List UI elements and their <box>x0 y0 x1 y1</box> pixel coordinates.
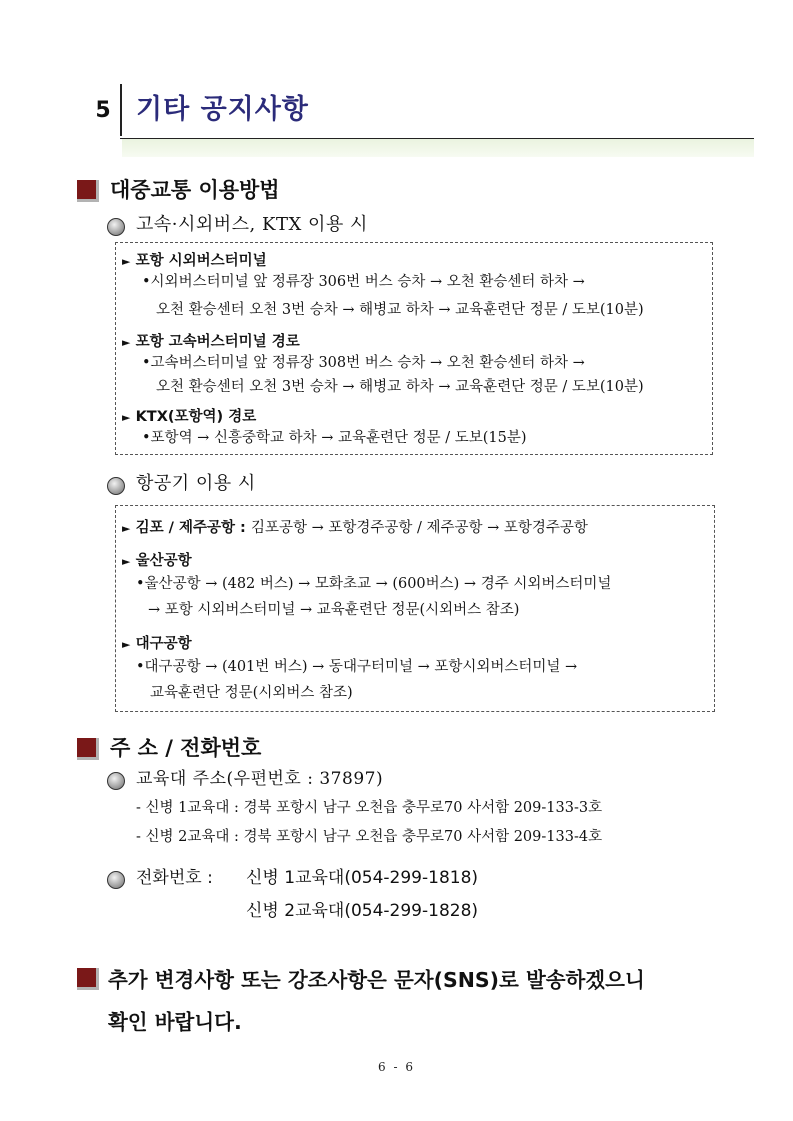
route-title <box>122 249 267 270</box>
air-label: 항공기 이용 시 <box>136 473 256 494</box>
notice-line: 확인 바랍니다. <box>108 1010 242 1034</box>
route-title <box>122 632 192 653</box>
route-title-text: 포항 고속버스터미널 경로 <box>135 334 300 350</box>
circle-bullet-icon <box>107 218 125 236</box>
transport-heading: 대중교통 이용방법 <box>110 178 280 202</box>
route-line: •대구공항 → (401번 버스) → 동대구터미널 → 포항시외버스터미널 → <box>136 659 578 675</box>
triangle-right-icon: ► <box>122 255 131 268</box>
square-bullet-icon <box>77 180 99 202</box>
route-line: •고속버스터미널 앞 정류장 308번 버스 승차 → 오천 환승센터 하차 → <box>142 355 585 371</box>
route-title-text: 포항 시외버스터미널 <box>135 253 267 269</box>
phone-number: 신병 1교육대(054-299-1818) <box>246 868 479 888</box>
section-underline <box>120 138 754 139</box>
route-title-text: 김포 / 제주공항 : <box>135 520 246 536</box>
circle-bullet-icon <box>107 871 125 889</box>
route-line: 오천 환승센터 오천 3번 승차 → 해병교 하차 → 교육훈련단 정문 / 도보(10분) <box>156 302 644 318</box>
route-title <box>122 516 588 538</box>
route-line: 오천 환승센터 오천 3번 승차 → 해병교 하차 → 교육훈련단 정문 / 도보(10분) <box>156 379 644 395</box>
address-line: - 신병 2교육대 : 경북 포항시 남구 오천읍 충무로70 사서함 209-133-4호 <box>136 829 603 845</box>
section-number: 5 <box>95 98 111 123</box>
route-line: 교육훈련단 정문(시외버스 참조) <box>150 685 353 701</box>
air-route-box <box>115 505 715 712</box>
section-divider <box>120 84 122 136</box>
triangle-right-icon: ► <box>122 411 131 424</box>
route-title-text: 대구공항 <box>135 636 192 652</box>
notice-line: 추가 변경사항 또는 강조사항은 문자(SNS)로 발송하겠으니 <box>108 968 645 992</box>
route-title-text: KTX(포항역) 경로 <box>135 409 257 425</box>
triangle-right-icon: ► <box>122 522 131 535</box>
route-line: •시외버스터미널 앞 정류장 306번 버스 승차 → 오천 환승센터 하차 → <box>142 274 585 290</box>
bus-ktx-route-box <box>115 242 713 455</box>
phone-label: 전화번호 : <box>136 868 213 888</box>
address-line: - 신병 1교육대 : 경북 포항시 남구 오천읍 충무로70 사서함 209-133-3호 <box>136 800 603 816</box>
route-title-text: 울산공항 <box>135 553 192 569</box>
route-title <box>122 405 256 426</box>
route-title <box>122 330 300 351</box>
triangle-right-icon: ► <box>122 555 131 568</box>
circle-bullet-icon <box>107 772 125 790</box>
contact-heading: 주 소 / 전화번호 <box>110 736 262 760</box>
square-bullet-icon <box>77 968 99 990</box>
square-bullet-icon <box>77 738 99 760</box>
route-line: •울산공항 → (482 버스) → 모화초교 → (600버스) → 경주 시외버스터미널 <box>136 576 612 592</box>
bus-ktx-label: 고속·시외버스, KTX 이용 시 <box>136 214 368 235</box>
address-label: 교육대 주소(우편번호 : 37897) <box>136 769 384 789</box>
route-line: → 포항 시외버스터미널 → 교육훈련단 정문(시외버스 참조) <box>148 602 520 618</box>
triangle-right-icon: ► <box>122 638 131 651</box>
route-title <box>122 549 192 570</box>
page-number: 6 - 6 <box>378 1060 415 1074</box>
route-line: •포항역 → 신흥중학교 하차 → 교육훈련단 정문 / 도보(15분) <box>142 430 527 446</box>
section-header-shade <box>122 139 754 157</box>
route-inline-text: 김포공항 → 포항경주공항 / 제주공항 → 포항경주공항 <box>250 520 588 536</box>
phone-number: 신병 2교육대(054-299-1828) <box>246 901 479 921</box>
circle-bullet-icon <box>107 477 125 495</box>
section-title: 기타 공지사항 <box>136 94 309 125</box>
triangle-right-icon: ► <box>122 336 131 349</box>
